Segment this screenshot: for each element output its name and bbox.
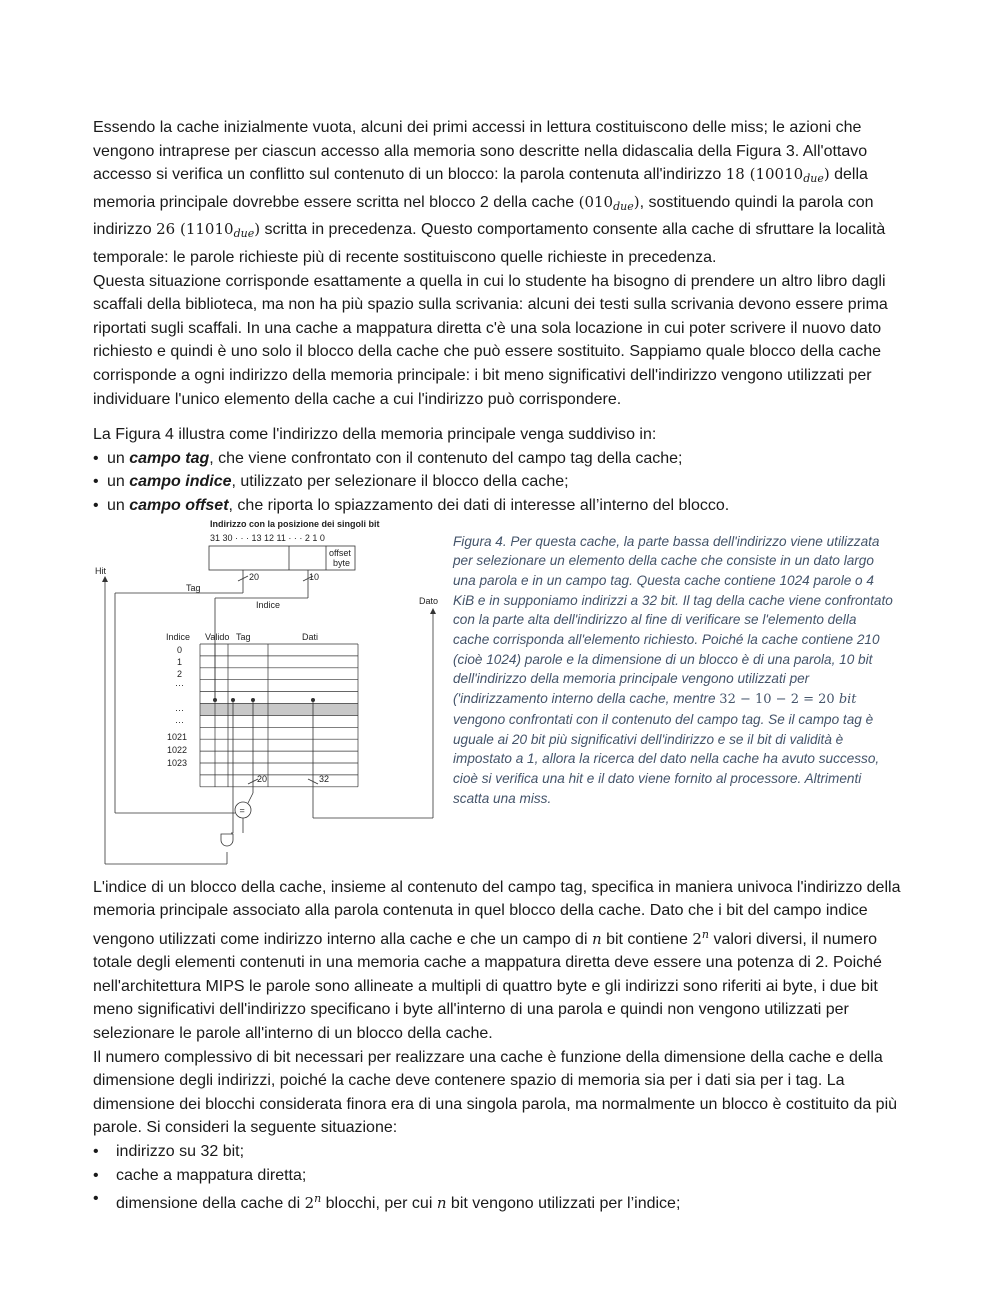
svg-text:1: 1 <box>177 656 183 667</box>
svg-text:2: 2 <box>177 668 183 679</box>
selected-cache-row <box>200 703 358 715</box>
data-out-label: Dato <box>419 595 439 606</box>
tag-label: Tag <box>186 582 201 593</box>
list-item-direct-mapped: • cache a mappatura diretta; <box>93 1164 908 1188</box>
list-item-address-32: • indirizzo su 32 bit; <box>93 1140 908 1164</box>
compare-bits-label: 20 <box>257 773 268 784</box>
math-block-2: $(010_{due})$ <box>578 192 640 213</box>
col-valid-header: Valido <box>205 631 230 642</box>
svg-text:1023: 1023 <box>167 757 188 768</box>
hit-label: Hit <box>95 565 106 576</box>
situation-list <box>93 1140 908 1216</box>
col-index-header: Indice <box>166 631 191 642</box>
data-bits-label: 32 <box>319 773 330 784</box>
svg-text:1022: 1022 <box>167 744 188 755</box>
comparator-symbol: = <box>239 805 245 815</box>
figure-4-caption: Figura 4. Per questa cache, la parte bassa dell'indirizzo viene utilizzata per selezionare un elemento della cache che consiste in un dato largo una parola e in un campo tag. Questa cache contiene 1024 parole o 4 KiB e in supponiamo indirizzi a 32 bit. Il tag della cache viene confrontato con la parte alta dell'indirizzo al fine di verificare se l'elemento della cache corrisponda all'elemento richiesto. Poiché la cache contiene 210 (cioè 1024) parole e la dimensione di un blocco è di una parola, 10 bit dell'indirizzo della memoria principale vengono utilizzati per ('indirizzamento interno della cache, mentre 32 − 10 − 2 = 20 bit vengono confrontati con il contenuto del campo tag. Se il campo tag è uguale ai 20 bit più significativi dell'indirizzo e se il bit di validità è impostato a 1, allora la ricerca del dato nella cache ha avuto successo, cioè si verifica una hit e il dato viene fornito al processore. Altrimenti scatta una miss. <box>453 533 893 806</box>
paragraph-index-tag: L'indice di un blocco della cache, insieme al contenuto del campo tag, specifica in maniera univoca l'indirizzo della memoria principale associato alla parola contenuta in quel blocco della cache. Dato che i bit del campo indice vengono utilizzati come indirizzo interno alla cache e che un campo di n bit contiene 2$^n$ valori diversi, il numero totale degli elementi contenuti in una memoria cache a mappatura diretta deve essere una potenza di 2. Poiché nell'architettura MIPS le parole sono allineate a multipli di quattro byte e gli indirizzi sono riferiti ai byte, i due bit meno significativi dell'indirizzo specificano i byte all'interno di una parola e quindi non vengono utilizzati per selezionare le parole all'interno di un blocco della cache. <box>93 878 901 1043</box>
svg-text:···: ··· <box>175 679 184 690</box>
list-item-cache-size: • dimensione della cache di 2$^n$ blocchi, per cui n bit vengono utilizzati per l’indice; <box>93 1187 908 1216</box>
math-address-18: 18 $(10010_{due})$ <box>725 165 830 186</box>
svg-text:···: ··· <box>175 716 184 727</box>
cache-table <box>200 644 358 787</box>
index-label: Indice <box>256 599 281 610</box>
paragraph-figure4-intro: La Figura 4 illustra come l'indirizzo della memoria principale venga suddiviso in: <box>93 426 657 444</box>
svg-text:1021: 1021 <box>167 731 188 742</box>
bit-positions: 31 30 · · · 13 12 11 · · · 2 1 0 <box>210 532 325 543</box>
figure-title: Indirizzo con la posizione dei singoli bit <box>210 518 380 529</box>
svg-text:···: ··· <box>175 704 184 715</box>
col-tag-header: Tag <box>236 631 251 642</box>
paragraph-total-bits: Il numero complessivo di bit necessari per realizzare una cache è funzione della dimensione della cache e della dimensione degli indirizzi, poiché la cache deve contenere spazio di memoria sia per i dati sia per i tag. La dimensione dei blocchi considerata finora era di una singola parola, ma normalmente un blocco è costituito da più parole. Si consideri la seguente situazione: <box>93 1048 898 1137</box>
tag-bits-label: 20 <box>249 571 260 582</box>
figure-4-row <box>93 518 908 876</box>
index-values <box>167 645 187 768</box>
and-gate <box>221 834 233 846</box>
list-item-index: • un campo indice, utilizzato per selezionare il blocco della cache; <box>93 470 908 494</box>
col-data-header: Dati <box>302 631 319 642</box>
offset-label: offset <box>329 547 351 558</box>
address-fields-list <box>93 447 908 518</box>
paragraph-cache-conflict: Essendo la cache inizialmente vuota, alcuni dei primi accessi in lettura costituiscono delle miss; le azioni che vengono intraprese per ciascun accesso alla memoria sono descritte nella didascalia della Figura 3. All'ottavo accesso si verifica un conflitto sul contenuto di un blocco: la parola contenuta all'indirizzo 18 $(10010_{due})$ della memoria principale dovrebbe essere scritta nel blocco 2 della cache $(010_{due})$, sostituendo quindi la parola con indirizzo 26 $(11010_{due})$ scritta in precedenza. Questo comportamento consente alla cache di sfruttare la località temporale: le parole richieste più di recente sostituiscono quelle richieste in precedenza. <box>93 119 886 266</box>
paragraph-library-analogy: Questa situazione corrisponde esattamente a quella in cui lo studente ha bisogno di prendere un altro libro dagli scaffali della biblioteca, ma non ha più spazio sulla scrivania: alcuni dei testi sulla scrivania devono essere prima riportati sugli scaffali. In una cache a mappatura diretta c'è una sola locazione in cui poter scrivere il nuovo dato richiesto e quindi è uno solo il blocco della cache che può essere sostituito. Sappiamo quale blocco della cache corrisponde a ogni indirizzo della memoria principale: i bit meno significativi dell'indirizzo vengono utilizzati per individuare l'unico elemento della cache a cui l'indirizzo può corrispondere. <box>93 272 888 408</box>
svg-text:0: 0 <box>177 644 183 655</box>
list-item-offset: • un campo offset, che riporta lo spiazzamento dei dati di interesse all’interno del blocco. <box>93 494 908 518</box>
direct-mapped-cache-diagram <box>93 518 453 866</box>
math-address-26: 26 $(11010_{due})$ <box>156 220 261 241</box>
byte-label: byte <box>333 557 351 568</box>
list-item-tag: • un campo tag, che viene confrontato con il contenuto del campo tag della cache; <box>93 447 908 471</box>
index-bits-label: 10 <box>309 571 320 582</box>
document-page <box>93 116 908 1216</box>
